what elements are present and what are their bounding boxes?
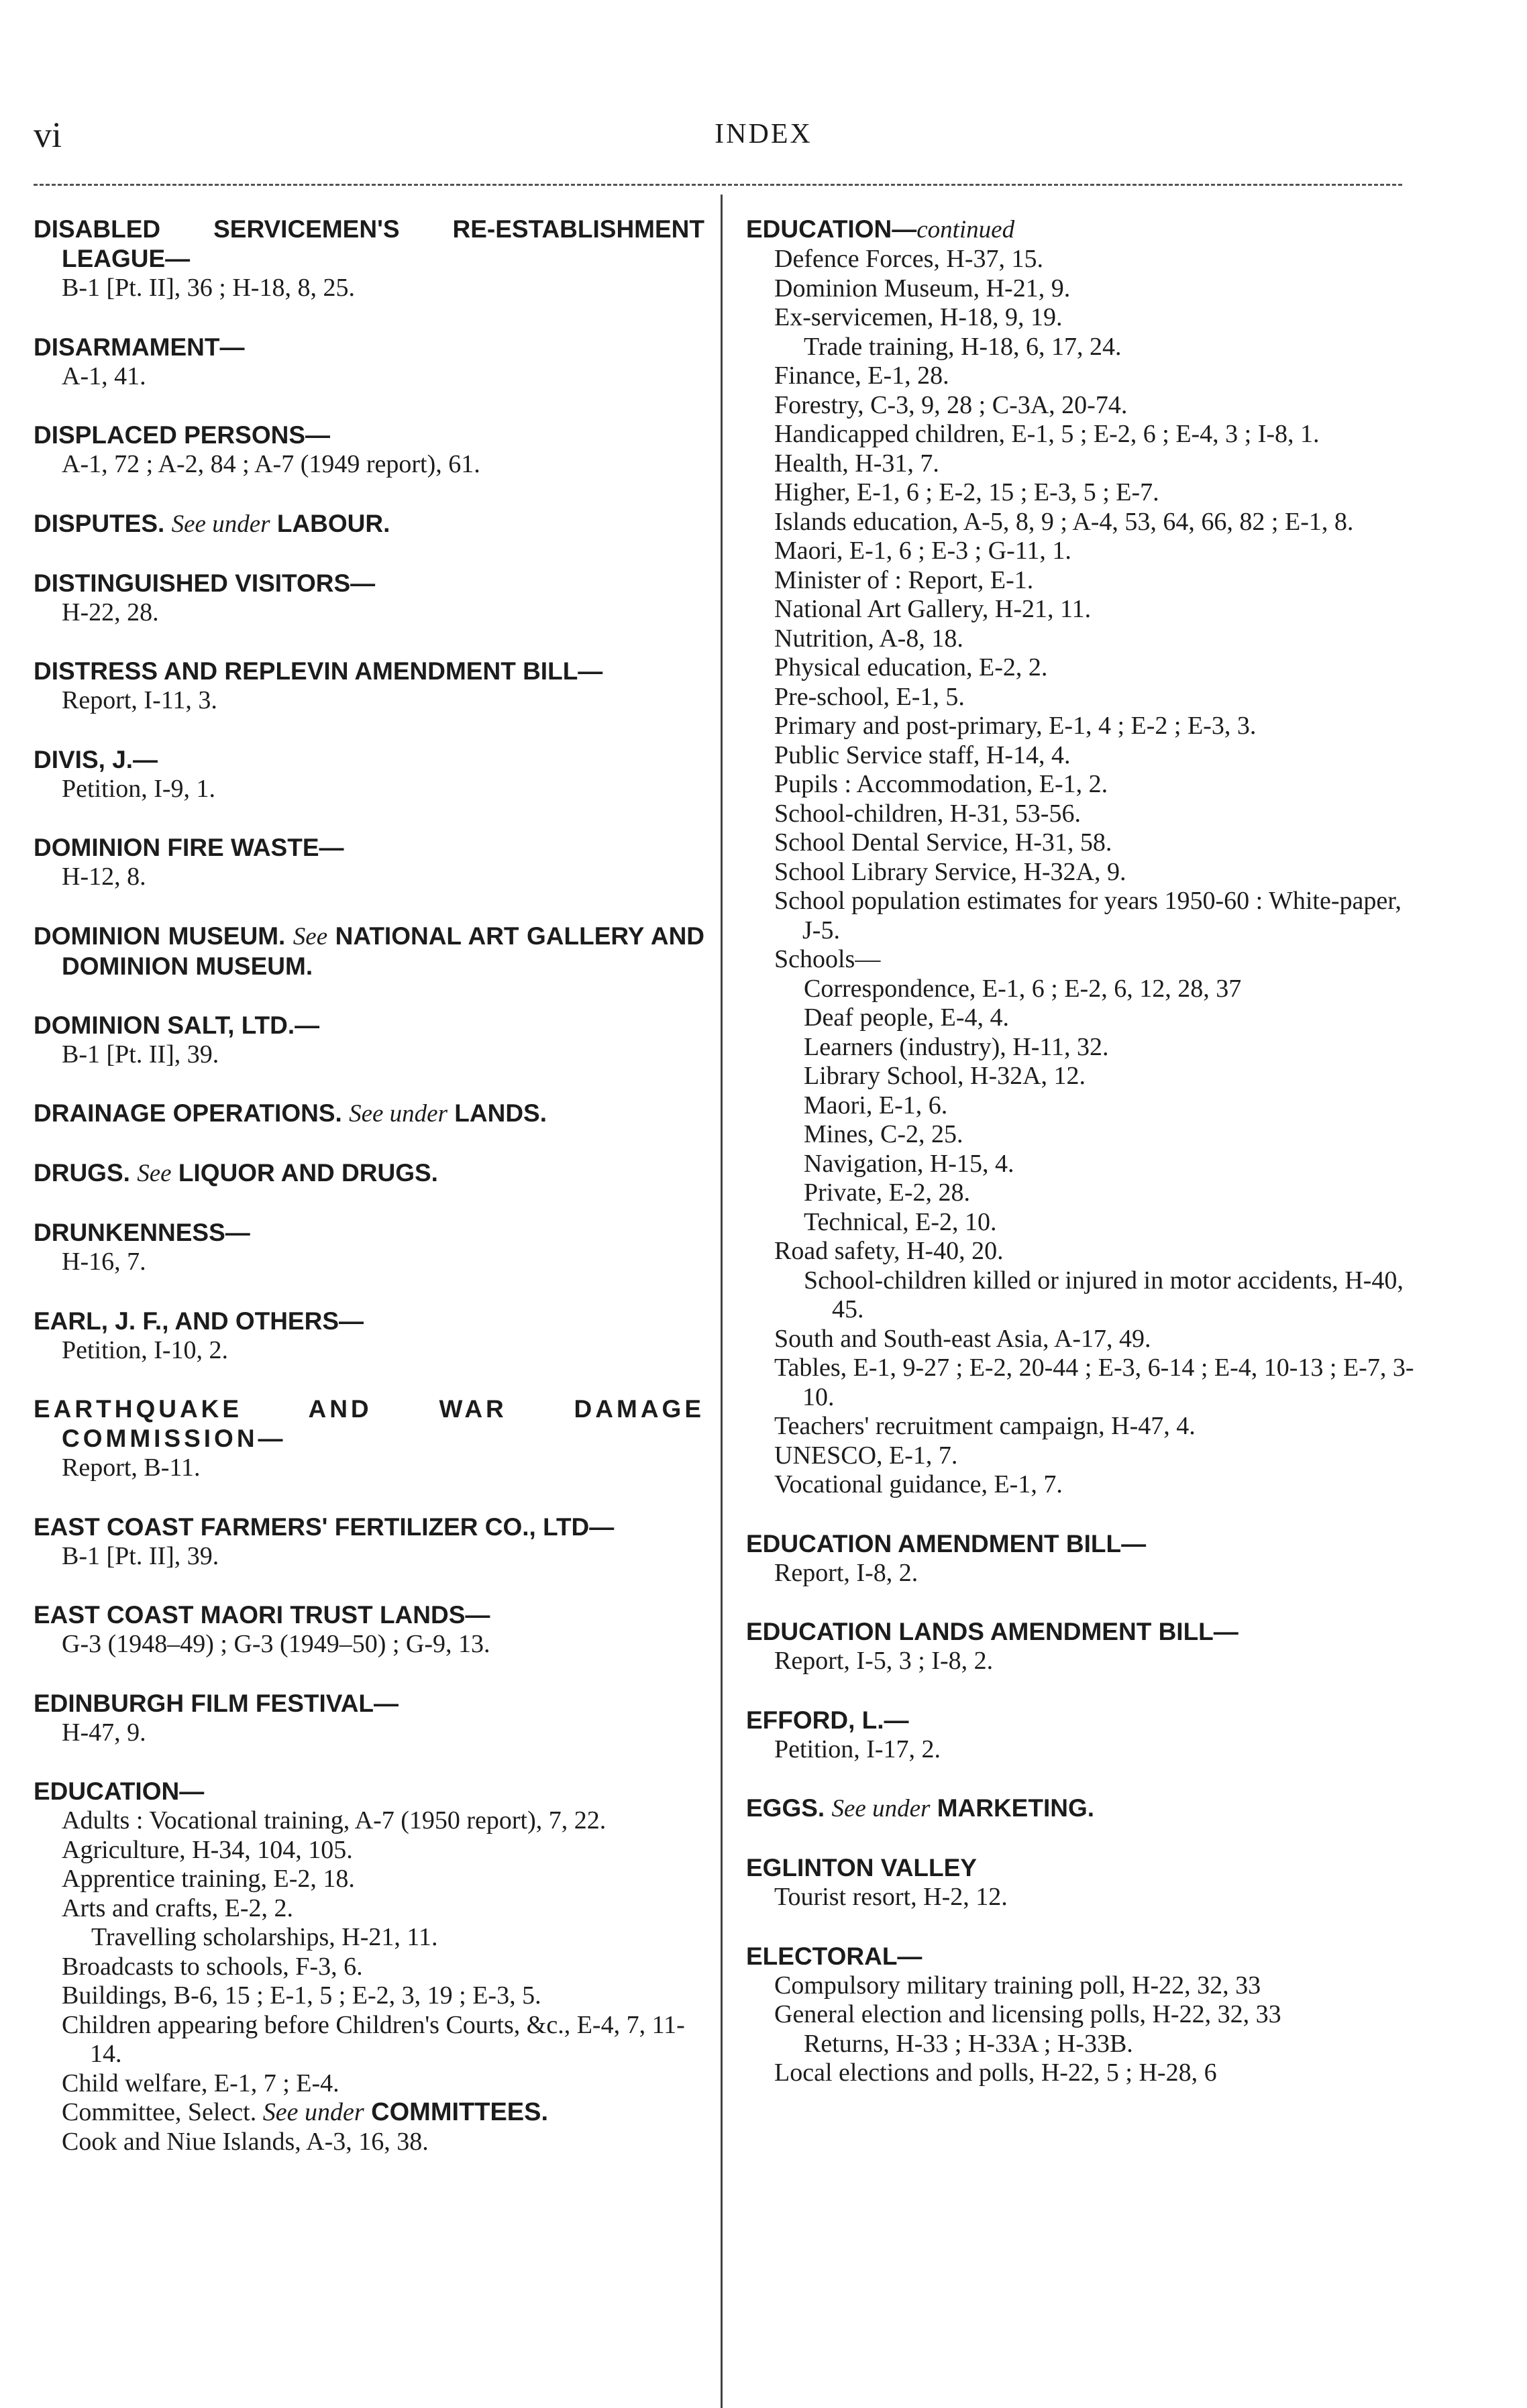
entry-subline: Correspondence, E-1, 6 ; E-2, 6, 12, 28, 37 xyxy=(804,974,1242,1003)
entry-subline: A-1, 41. xyxy=(62,362,146,390)
index-entry xyxy=(34,1689,704,1748)
see-reference-label: See xyxy=(137,1160,172,1187)
entry-subline: Private, E-2, 28. xyxy=(804,1179,971,1207)
entry-subline: Forestry, C-3, 9, 28 ; C-3A, 20-74. xyxy=(774,390,1128,419)
entry-subline: Defence Forces, H-37, 15. xyxy=(774,245,1043,273)
entry-heading xyxy=(34,1689,704,1718)
entry-subline: Tourist resort, H-2, 12. xyxy=(774,1883,1008,1911)
entry-heading xyxy=(34,1307,704,1336)
entry-heading-text: DOMINION MUSEUM. xyxy=(34,922,286,950)
entry-subline: Minister of : Report, E-1. xyxy=(774,565,1034,594)
see-reference-target: NATIONAL ART GALLERY AND DOMINION MUSEUM. xyxy=(62,922,705,980)
entry-heading-text: DISABLED SERVICEMEN'S RE-ESTABLISHMENT LEAGUE— xyxy=(34,215,704,272)
index-entry xyxy=(746,1853,1420,1912)
entry-subline: Apprentice training, E-2, 18. xyxy=(62,1865,355,1893)
entry-heading xyxy=(34,1218,704,1248)
see-reference-label: See under xyxy=(831,1795,931,1822)
entry-subline: Broadcasts to schools, F-3, 6. xyxy=(62,1952,363,1981)
continued-label: continued xyxy=(916,216,1015,243)
entry-subline: School-children, H-31, 53-56. xyxy=(774,799,1081,828)
entry-subline: Committee, Select. See under COMMITTEES. xyxy=(62,2098,549,2126)
index-entry xyxy=(34,421,704,480)
entry-subline: H-16, 7. xyxy=(62,1248,146,1276)
entry-subline: Returns, H-33 ; H-33A ; H-33B. xyxy=(804,2029,1133,2058)
entry-subline: Adults : Vocational training, A-7 (1950 report), 7, 22. xyxy=(62,1806,607,1835)
entry-subline: Trade training, H-18, 6, 17, 24. xyxy=(804,332,1122,361)
entry-subline: Mines, C-2, 25. xyxy=(804,1120,963,1148)
see-reference-target: LANDS. xyxy=(454,1099,547,1127)
entry-heading xyxy=(746,1706,1420,1735)
entry-subline: Report, B-11. xyxy=(62,1454,201,1482)
entry-heading xyxy=(34,569,704,598)
entry-subline: Local elections and polls, H-22, 5 ; H-28, 6 xyxy=(774,2059,1217,2087)
index-entry xyxy=(34,215,704,303)
entry-subline: Report, I-5, 3 ; I-8, 2. xyxy=(774,1647,994,1675)
entry-subline: Islands education, A-5, 8, 9 ; A-4, 53, 64, 66, 82 ; E-1, 8. xyxy=(774,507,1354,536)
entry-subline: Dominion Museum, H-21, 9. xyxy=(774,274,1071,303)
index-entry xyxy=(34,745,704,804)
entry-subline: General election and licensing polls, H-22, 32, 33 xyxy=(774,2000,1281,2028)
index-entry xyxy=(34,833,704,892)
index-entry xyxy=(746,1942,1420,2088)
entry-subline: School-children killed or injured in motor accidents, H-40, 45. xyxy=(804,1266,1404,1323)
entry-subline: Children appearing before Children's Courts, &c., E-4, 7, 11-14. xyxy=(62,2010,685,2068)
page-title: INDEX xyxy=(715,119,812,150)
index-entry xyxy=(34,657,704,716)
entry-subline: Agriculture, H-34, 104, 105. xyxy=(62,1835,353,1864)
entry-heading-text: DISPLACED PERSONS— xyxy=(34,421,331,449)
entry-heading xyxy=(34,421,704,450)
entry-subline: H-22, 28. xyxy=(62,598,159,626)
entry-subline: School Library Service, H-32A, 9. xyxy=(774,857,1126,886)
entry-heading-text: DIVIS, J.— xyxy=(34,745,158,773)
entry-subline: Public Service staff, H-14, 4. xyxy=(774,741,1071,769)
see-reference-label: See under xyxy=(171,510,270,538)
entry-heading xyxy=(34,657,704,686)
index-entry xyxy=(746,1706,1420,1765)
entry-subline: B-1 [Pt. II], 39. xyxy=(62,1040,219,1069)
entry-heading xyxy=(746,1853,1420,1883)
entry-subline: School population estimates for years 1950-60 : White-paper, J-5. xyxy=(774,887,1402,944)
entry-subline: Buildings, B-6, 15 ; E-1, 5 ; E-2, 3, 19 ; E-3, 5. xyxy=(62,1981,541,2010)
entry-subline: Learners (industry), H-11, 32. xyxy=(804,1032,1109,1061)
entry-heading xyxy=(34,215,704,274)
index-column-right xyxy=(746,215,1420,2118)
entry-heading-text: DISTRESS AND REPLEVIN AMENDMENT BILL— xyxy=(34,657,603,685)
entry-heading-text: DRAINAGE OPERATIONS. xyxy=(34,1099,342,1127)
index-entry xyxy=(34,1158,704,1189)
entry-subline: Compulsory military training poll, H-22, 32, 33 xyxy=(774,1971,1261,2000)
page-header xyxy=(34,114,1493,168)
entry-subline: Pupils : Accommodation, E-1, 2. xyxy=(774,770,1108,798)
see-reference-label: See xyxy=(293,922,328,950)
entry-subline: Navigation, H-15, 4. xyxy=(804,1149,1014,1178)
entry-subline: Ex-servicemen, H-18, 9, 19. xyxy=(774,303,1063,331)
entry-subline: Vocational guidance, E-1, 7. xyxy=(774,1470,1063,1498)
index-entry xyxy=(34,1011,704,1070)
entry-heading xyxy=(746,1942,1420,1971)
entry-subline: Child welfare, E-1, 7 ; E-4. xyxy=(62,2069,339,2097)
entry-subline: Arts and crafts, E-2, 2. xyxy=(62,1894,294,1922)
entry-heading-text: EGLINTON VALLEY xyxy=(746,1854,977,1881)
entry-subline: G-3 (1948–49) ; G-3 (1949–50) ; G-9, 13. xyxy=(62,1630,490,1658)
entry-heading-text: EGGS. xyxy=(746,1794,825,1822)
entry-subline: Report, I-8, 2. xyxy=(774,1558,918,1587)
entry-subline: Petition, I-9, 1. xyxy=(62,774,216,803)
entry-subline: B-1 [Pt. II], 39. xyxy=(62,1541,219,1570)
entry-heading-text: EARL, J. F., AND OTHERS— xyxy=(34,1307,364,1335)
entry-subline: Road safety, H-40, 20. xyxy=(774,1237,1004,1265)
entry-heading-text: EAST COAST MAORI TRUST LANDS— xyxy=(34,1601,490,1629)
entry-subline: Physical education, E-2, 2. xyxy=(774,653,1048,681)
index-entry xyxy=(34,333,704,392)
entry-subline: Tables, E-1, 9-27 ; E-2, 20-44 ; E-3, 6-14 ; E-4, 10-13 ; E-7, 3-10. xyxy=(774,1354,1414,1411)
see-reference-target: MARKETING. xyxy=(937,1794,1095,1822)
entry-subline: Maori, E-1, 6. xyxy=(804,1091,948,1119)
entry-heading xyxy=(34,1513,704,1542)
entry-subline: B-1 [Pt. II], 36 ; H-18, 8, 25. xyxy=(62,274,355,302)
entry-heading-text: EFFORD, L.— xyxy=(746,1706,909,1734)
entry-subline: Cook and Niue Islands, A-3, 16, 38. xyxy=(62,2127,429,2156)
entry-subline: Pre-school, E-1, 5. xyxy=(774,682,965,711)
entry-subline: Travelling scholarships, H-21, 11. xyxy=(91,1923,438,1951)
entry-heading xyxy=(34,1777,704,1806)
entry-heading xyxy=(746,1617,1420,1647)
entry-heading xyxy=(34,1158,704,1189)
entry-heading-text: EDUCATION— xyxy=(34,1777,205,1805)
cross-reference-target: COMMITTEES. xyxy=(364,2098,549,2126)
cross-reference-label: See under xyxy=(262,2098,364,2126)
entry-subline: A-1, 72 ; A-2, 84 ; A-7 (1949 report), 61. xyxy=(62,450,480,478)
index-entry xyxy=(34,509,704,539)
entry-heading-text: EDINBURGH FILM FESTIVAL— xyxy=(34,1689,399,1717)
entry-heading xyxy=(746,1794,1420,1824)
entry-subline: Health, H-31, 7. xyxy=(774,449,939,478)
entry-heading xyxy=(34,1600,704,1630)
entry-heading-text: DISTINGUISHED VISITORS— xyxy=(34,569,376,597)
entry-heading-text: DISARMAMENT— xyxy=(34,333,245,361)
index-entry xyxy=(34,1600,704,1659)
entry-subline: Finance, E-1, 28. xyxy=(774,362,949,390)
entry-subline: Deaf people, E-4, 4. xyxy=(804,1003,1009,1032)
page-number: vi xyxy=(34,115,62,155)
entry-heading xyxy=(34,922,704,981)
index-entry xyxy=(746,1617,1420,1676)
see-reference-label: See under xyxy=(349,1100,447,1128)
entry-subline: Handicapped children, E-1, 5 ; E-2, 6 ; E-4, 3 ; I-8, 1. xyxy=(774,420,1320,448)
index-entry xyxy=(34,1218,704,1277)
entry-heading xyxy=(34,1394,704,1454)
see-reference-target: LIQUOR AND DRUGS. xyxy=(178,1159,438,1187)
entry-heading xyxy=(34,333,704,362)
index-entry xyxy=(746,215,1420,1500)
entry-subline: National Art Gallery, H-21, 11. xyxy=(774,595,1092,623)
entry-subline: Nutrition, A-8, 18. xyxy=(774,624,963,653)
column-divider xyxy=(721,195,723,2408)
entry-subline: Teachers' recruitment campaign, H-47, 4. xyxy=(774,1412,1196,1440)
entry-heading-text: DRUGS. xyxy=(34,1159,130,1187)
entry-heading-text: DOMINION FIRE WASTE— xyxy=(34,834,344,861)
entry-heading xyxy=(34,1011,704,1040)
index-entry xyxy=(34,1394,704,1483)
index-entry xyxy=(34,1099,704,1129)
entry-subline: South and South-east Asia, A-17, 49. xyxy=(774,1324,1151,1353)
entry-subline: Maori, E-1, 6 ; E-3 ; G-11, 1. xyxy=(774,537,1071,565)
header-rule xyxy=(34,184,1402,186)
index-entry xyxy=(746,1794,1420,1824)
entry-subline: Technical, E-2, 10. xyxy=(804,1207,997,1236)
entry-heading xyxy=(746,215,1420,245)
index-column-left xyxy=(34,215,704,2186)
entry-subline: H-47, 9. xyxy=(62,1718,146,1747)
entry-subline: UNESCO, E-1, 7. xyxy=(774,1441,958,1470)
entry-heading xyxy=(34,509,704,539)
entry-heading-text: EDUCATION LANDS AMENDMENT BILL— xyxy=(746,1618,1239,1645)
entry-subline: Schools— xyxy=(774,945,881,973)
index-entry xyxy=(34,1513,704,1572)
entry-heading xyxy=(746,1529,1420,1559)
entry-heading-text: DISPUTES. xyxy=(34,509,165,537)
entry-subline: Petition, I-10, 2. xyxy=(62,1335,229,1364)
entry-subline: Primary and post-primary, E-1, 4 ; E-2 ; E-3, 3. xyxy=(774,712,1257,740)
entry-heading-text: DRUNKENNESS— xyxy=(34,1219,250,1246)
entry-subline: Petition, I-17, 2. xyxy=(774,1735,941,1763)
entry-heading-text: EDUCATION— xyxy=(746,215,917,243)
entry-subline: Library School, H-32A, 12. xyxy=(804,1062,1086,1090)
entry-heading xyxy=(34,1099,704,1129)
index-entry xyxy=(746,1529,1420,1588)
index-entry xyxy=(34,569,704,628)
entry-heading-text: EARTHQUAKE AND WAR DAMAGE COMMISSION— xyxy=(34,1395,704,1452)
entry-heading xyxy=(34,745,704,775)
entry-subline: Higher, E-1, 6 ; E-2, 15 ; E-3, 5 ; E-7. xyxy=(774,478,1159,506)
index-entry xyxy=(34,1307,704,1366)
see-reference-target: LABOUR. xyxy=(276,509,390,537)
entry-heading xyxy=(34,833,704,863)
entry-heading-text: DOMINION SALT, LTD.— xyxy=(34,1011,320,1039)
entry-subline: School Dental Service, H-31, 58. xyxy=(774,828,1112,857)
entry-subline: Report, I-11, 3. xyxy=(62,686,217,714)
entry-heading-text: ELECTORAL— xyxy=(746,1942,923,1970)
entry-heading-text: EAST COAST FARMERS' FERTILIZER CO., LTD— xyxy=(34,1513,615,1541)
entry-heading-text: EDUCATION AMENDMENT BILL— xyxy=(746,1529,1147,1557)
index-entry xyxy=(34,922,704,981)
entry-subline: H-12, 8. xyxy=(62,863,146,891)
index-entry xyxy=(34,1777,704,2156)
